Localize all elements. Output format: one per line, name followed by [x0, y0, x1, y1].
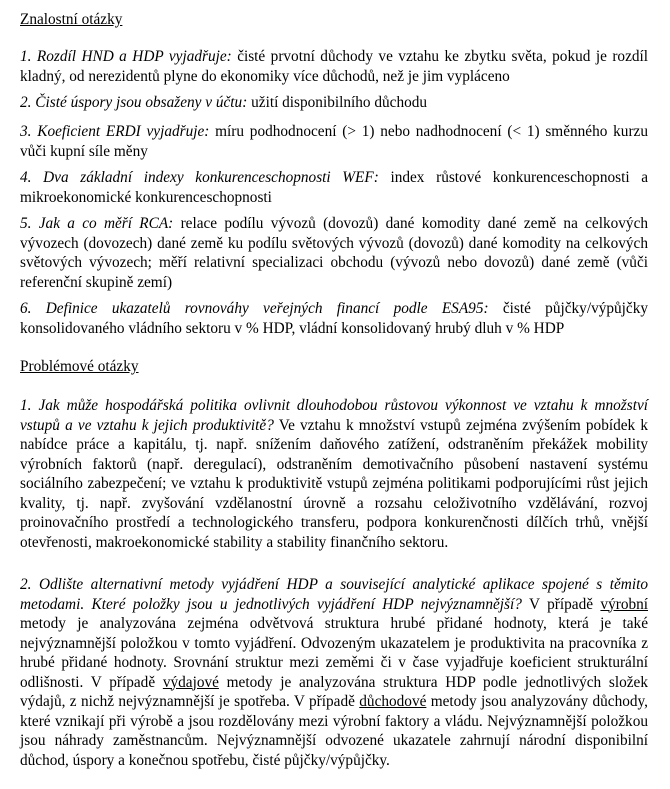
knowledge-item-6: [20, 299, 648, 338]
question: 6. Definice ukazatelů rovnováhy veřejných financí podle ESA95:: [20, 300, 489, 317]
problem-item-1: [20, 396, 648, 552]
answer-text: metody je analyzována struktura HDP podle jednotlivých složek výdajů, z nichž nejvýznamnější je spotřeba. V případě: [20, 673, 648, 710]
answer: relace podílu vývozů (dovozů) dané komodity dané země na celkových vývozech (dovozech) dané země ku podílu světových vývozů (dovozů) dané komodity na celkových světových vývozech; měří relativní specializaci obchodu (vývozů nebo dovozů) dané země (vůči referenční skupině zemí): [20, 215, 649, 291]
question: 3. Koeficient ERDI vyjadřuje:: [20, 123, 210, 140]
underlined-term: výdajové: [162, 673, 219, 691]
section-heading-knowledge: Znalostní otázky: [20, 11, 123, 28]
problem-item-2: [20, 575, 648, 770]
question: 2. Čisté úspory jsou obsaženy v účtu:: [20, 94, 248, 111]
knowledge-item-5: [20, 214, 648, 292]
knowledge-item-2: [20, 93, 648, 113]
section-heading-problems: Problémové otázky: [20, 358, 139, 375]
question: 1. Rozdíl HND a HDP vyjadřuje:: [20, 48, 232, 65]
underlined-term: výrobní: [600, 595, 649, 613]
answer-text: metody je analyzována zejména odvětvová struktura hrubé přidané hodnoty, která je také nejvýznamnější položkou v tomto vyjádření. Odvozeným ukazatelem je produktivita na pracovníka z hrubé přidané hodnoty. Srovnání struktur mezi zeměmi či v čase vyjadřuje koeficient strukturální odlišnosti. V případě: [20, 615, 648, 691]
question: 4. Dva základní indexy konkurenceschopnosti WEF:: [20, 169, 379, 186]
answer: čisté půjčky/výpůjčky konsolidovaného vládního sektoru v % HDP, vládní konsolidovaný hrubý dluh v % HDP: [20, 300, 648, 337]
answer-text: metody jsou analyzovány důchody, které vznikají při výrobě a jsou rozdělovány mezi výrobní faktory a vládu. Nejvýznamnější položkou jsou náhrady zaměstnancům. Nejvýznamnější odvozené ukazatele zahrnují národní disponibilní důchod, úspory a konečnou spotřebu, čisté půjčky/výpůjčky.: [20, 693, 648, 769]
answer: Ve vztahu k množství vstupů zejména zvýšením pobídek k nabídce práce a kapitálu, tj. např. snížením daňového zatížení, odstraněním překážek mobility výrobních faktorů (např. deregulací), odstraněním demotivačního působení nastavení systému sociálního zabezpečení; ve vztahu k produktivitě vstupů zejména politikami podporujícími růst jejich kvality, tj. např. zvyšování vzdělanostní úrovně a rozsahu celoživotního vzdělávání, rozvoj proinovačního prostředí a technologického transferu, podpora konkurenčnosti dílčích trhů, vnější otevřenosti, makroekonomické stability a stability finančního sektoru.: [20, 416, 648, 551]
question: 5. Jak a co měří RCA:: [20, 215, 174, 232]
knowledge-item-3: [20, 122, 648, 161]
question: 1. Jak může hospodářská politika ovlivnit dlouhodobou růstovou výkonnost ve vztahu k množství vstupů a ve vztahu k jejich produktivitě?: [20, 397, 648, 434]
question: 2. Odlište alternativní metody vyjádření HDP a související analytické aplikace spojené s těmito metodami. Které položky jsou u jednotlivých vyjádření HDP nejvýznamnější?: [20, 576, 648, 613]
answer-text: V případě: [521, 595, 601, 613]
answer: čisté prvotní důchody ve vztahu ke zbytku světa, pokud je rozdíl kladný, od nerezidentů plyne do ekonomiky více důchodů, než je jim vypláceno: [20, 48, 649, 85]
answer: index růstové konkurenceschopnosti a mikroekonomické konkurenceschopnosti: [20, 169, 648, 206]
underlined-term: důchodové: [359, 693, 427, 710]
knowledge-item-1: [20, 47, 648, 86]
answer: míru podhodnocení (> 1) nebo nadhodnocení (< 1) směnného kurzu vůči kupní síle měny: [20, 123, 648, 160]
answer: užití disponibilního důchodu: [247, 94, 428, 111]
knowledge-item-4: [20, 168, 648, 207]
